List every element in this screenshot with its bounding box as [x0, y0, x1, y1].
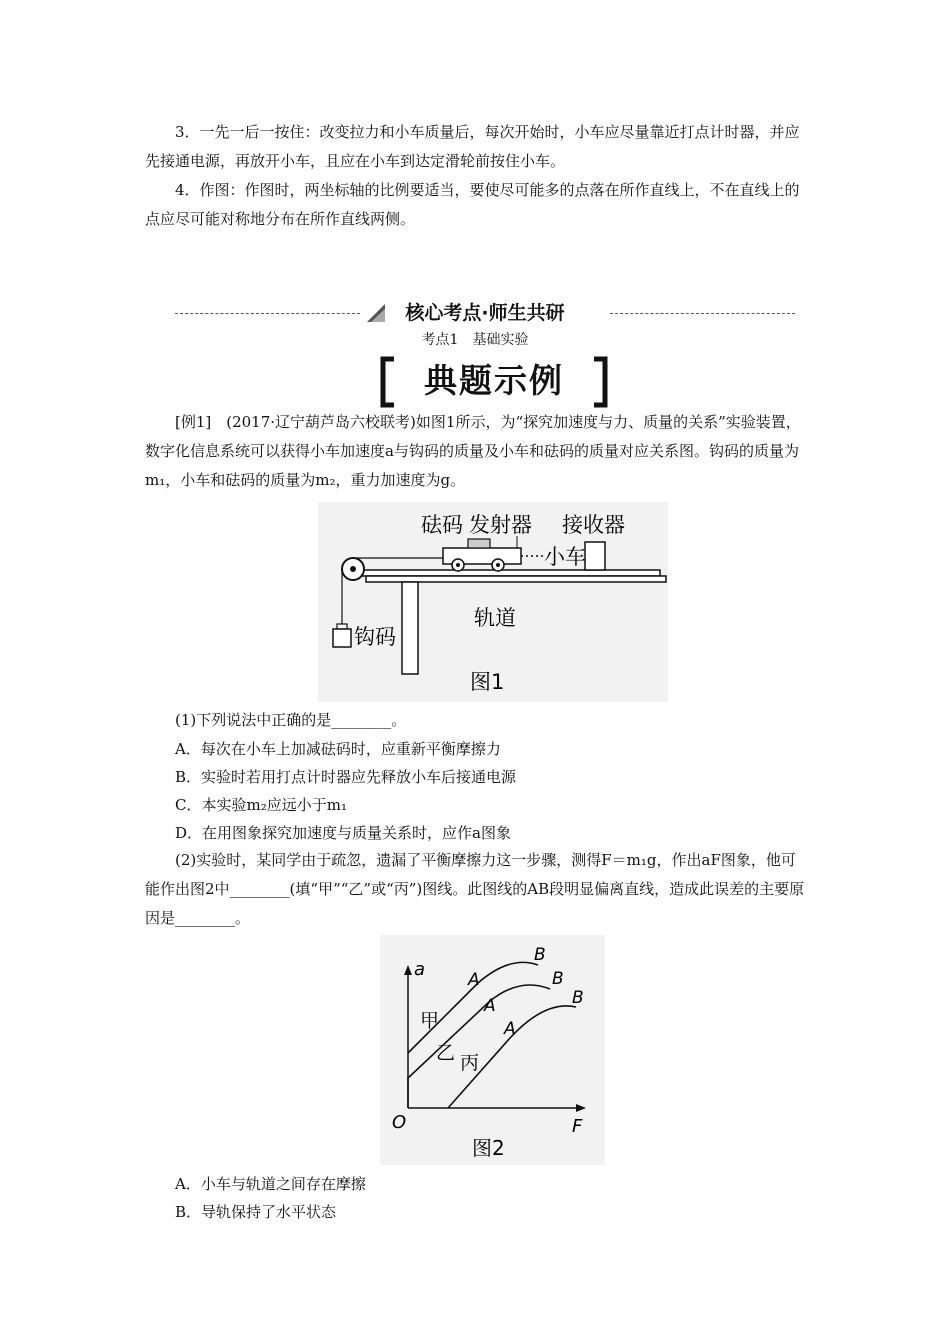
banner-title: 典题示例 [424, 361, 564, 400]
q2-stem: (2)实验时，某同学由于疏忽，遗漏了平衡摩擦力这一步骤，测得F＝m₁g，作出aF图象，他可能作出图2中________(填“甲”“乙”或“丙”)图线。此图线的AB段明显偏离直线，造成此误差的主要原因是________。 [145, 851, 805, 927]
intro-item-3: 3．一先一后一按住：改变拉力和小车质量后，每次开始时，小车应尽量靠近打点计时器，并应先接通电源，再放开小车，且应在小车到达定滑轮前按住小车。 [145, 123, 800, 170]
track-board [360, 570, 660, 576]
example-banner [378, 356, 610, 408]
track-base [366, 576, 666, 582]
y-axis-label: a [414, 959, 426, 980]
x-axis-label: F [572, 1116, 583, 1137]
a-f-graph [380, 935, 605, 1165]
q2-option-b: B．导轨保持了水平状态 [175, 1203, 337, 1221]
figure-1 [318, 502, 668, 702]
point-a-bing: A [504, 1019, 516, 1039]
point-a-yi: A [484, 996, 496, 1016]
point-b-yi: B [552, 969, 564, 989]
curve-yi-label: 乙 [436, 1042, 456, 1064]
q1-option-d: D．在用图象探究加速度与质量关系时，应作a图象 [175, 824, 511, 842]
section-title: 核心考点·师生共研 [405, 302, 565, 324]
q1-option-c: C．本实验m₂应远小于m₁ [175, 796, 347, 814]
figure-2 [380, 935, 605, 1165]
label-weights: 砝码 [421, 513, 463, 537]
origin-label: O [392, 1112, 407, 1133]
q1-option-a: A．每次在小车上加减砝码时，应重新平衡摩擦力 [175, 740, 501, 758]
label-transmitter: 发射器 [469, 513, 532, 537]
q1-stem: (1)下列说法中正确的是________。 [175, 711, 407, 729]
support-leg [402, 582, 418, 674]
label-receiver: 接收器 [562, 513, 625, 537]
point-b-jia: B [534, 945, 546, 965]
point-b-bing: B [572, 988, 584, 1008]
receiver-box [585, 542, 605, 570]
point-a-jia: A [468, 970, 480, 990]
label-hook: 钩码 [354, 625, 396, 649]
figure-2-caption: 图2 [472, 1136, 505, 1160]
intro-item-4: 4．作图：作图时，两坐标轴的比例要适当，要使尽可能多的点落在所作直线上，不在直线上的点应尽可能对称地分布在所作直线两侧。 [145, 181, 800, 228]
figure-1-caption: 图1 [470, 670, 505, 694]
section-subtitle: 考点1 基础实验 [421, 332, 529, 348]
cart-weights [468, 539, 490, 548]
example-1-text: [例1] (2017·辽宁葫芦岛六校联考)如图1所示，为“探究加速度与力、质量的关系”实验装置，数字化信息系统可以获得小车加速度a与钩码的质量及小车和砝码的质量对应关系图。钩码的质量为m₁，小车和砝码的质量为m₂，重力加速度为g。 [145, 413, 801, 489]
section-header [175, 298, 795, 328]
apparatus-diagram [318, 502, 668, 702]
label-track: 轨道 [474, 606, 516, 630]
label-cart: 小车 [544, 545, 586, 569]
q2-option-a: A．小车与轨道之间存在摩擦 [175, 1175, 366, 1193]
curve-jia-label: 甲 [420, 1010, 440, 1032]
curve-bing-label: 丙 [460, 1052, 480, 1074]
q1-option-b: B．实验时若用打点计时器应先释放小车后接通电源 [175, 768, 517, 786]
hook-weight [333, 629, 351, 647]
